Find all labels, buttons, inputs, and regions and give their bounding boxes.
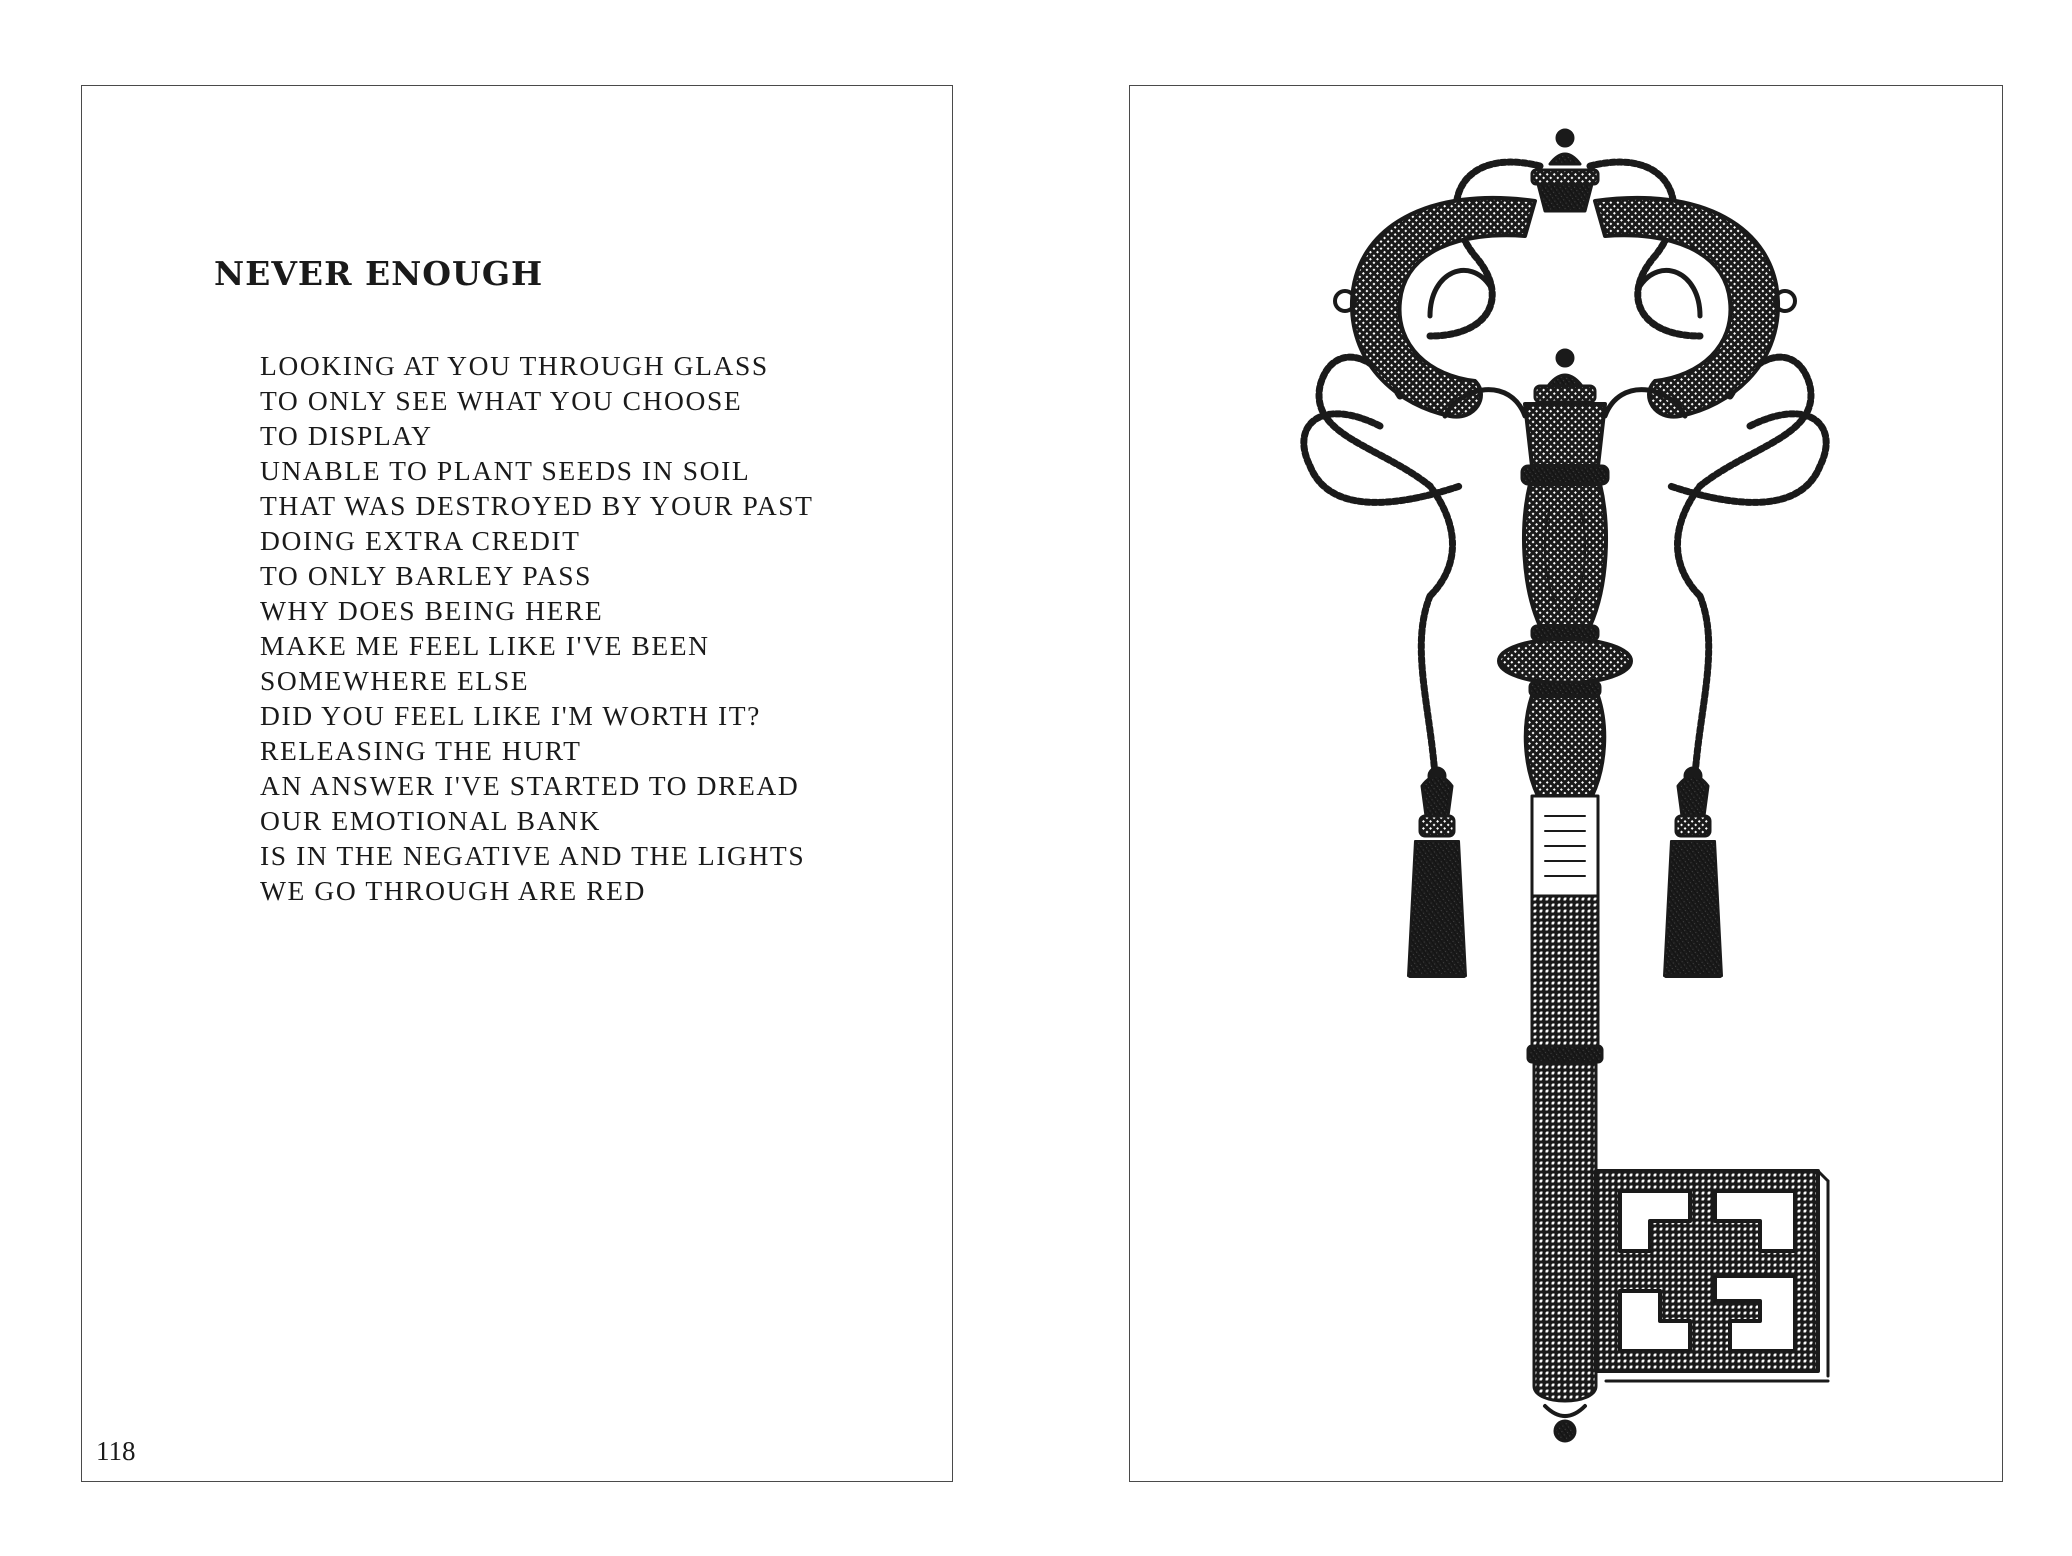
ornate-key-icon: [1130, 86, 2002, 1481]
poem-line: TO ONLY SEE WHAT YOU CHOOSE: [260, 385, 743, 416]
poem-line: TO DISPLAY: [260, 420, 433, 451]
poem-line: RELEASING THE HURT: [260, 735, 582, 766]
page-number: 118: [96, 1436, 136, 1466]
poem-line: MAKE ME FEEL LIKE I'VE BEEN: [260, 630, 710, 661]
poem-line: WE GO THROUGH ARE RED: [260, 875, 646, 906]
poem-body: [260, 348, 814, 908]
key-tassel-right: [1664, 768, 1722, 976]
key-tassel-left: [1408, 768, 1466, 976]
right-page: [1129, 85, 2003, 1482]
key-shaft: [1528, 796, 1602, 1441]
poem-line: SOMEWHERE ELSE: [260, 665, 530, 696]
poem-title: NEVER ENOUGH: [214, 254, 544, 293]
poem-line: WHY DOES BEING HERE: [260, 595, 604, 626]
left-page: [81, 85, 953, 1482]
poem-line: IS IN THE NEGATIVE AND THE LIGHTS: [260, 840, 806, 871]
poem-line: DOING EXTRA CREDIT: [260, 525, 581, 556]
poem-line: LOOKING AT YOU THROUGH GLASS: [260, 350, 769, 381]
poem-line: DID YOU FEEL LIKE I'M WORTH IT?: [260, 700, 761, 731]
poem-line: UNABLE TO PLANT SEEDS IN SOIL: [260, 455, 751, 486]
key-collar: [1522, 350, 1608, 484]
poem-line: OUR EMOTIONAL BANK: [260, 805, 601, 836]
poem-line: THAT WAS DESTROYED BY YOUR PAST: [260, 490, 814, 521]
key-bit: [1596, 1171, 1828, 1381]
key-stem-upper: [1499, 484, 1631, 796]
poem-line: AN ANSWER I'VE STARTED TO DREAD: [260, 770, 800, 801]
key-finial: [1532, 130, 1598, 211]
poem-line: TO ONLY BARLEY PASS: [260, 560, 592, 591]
